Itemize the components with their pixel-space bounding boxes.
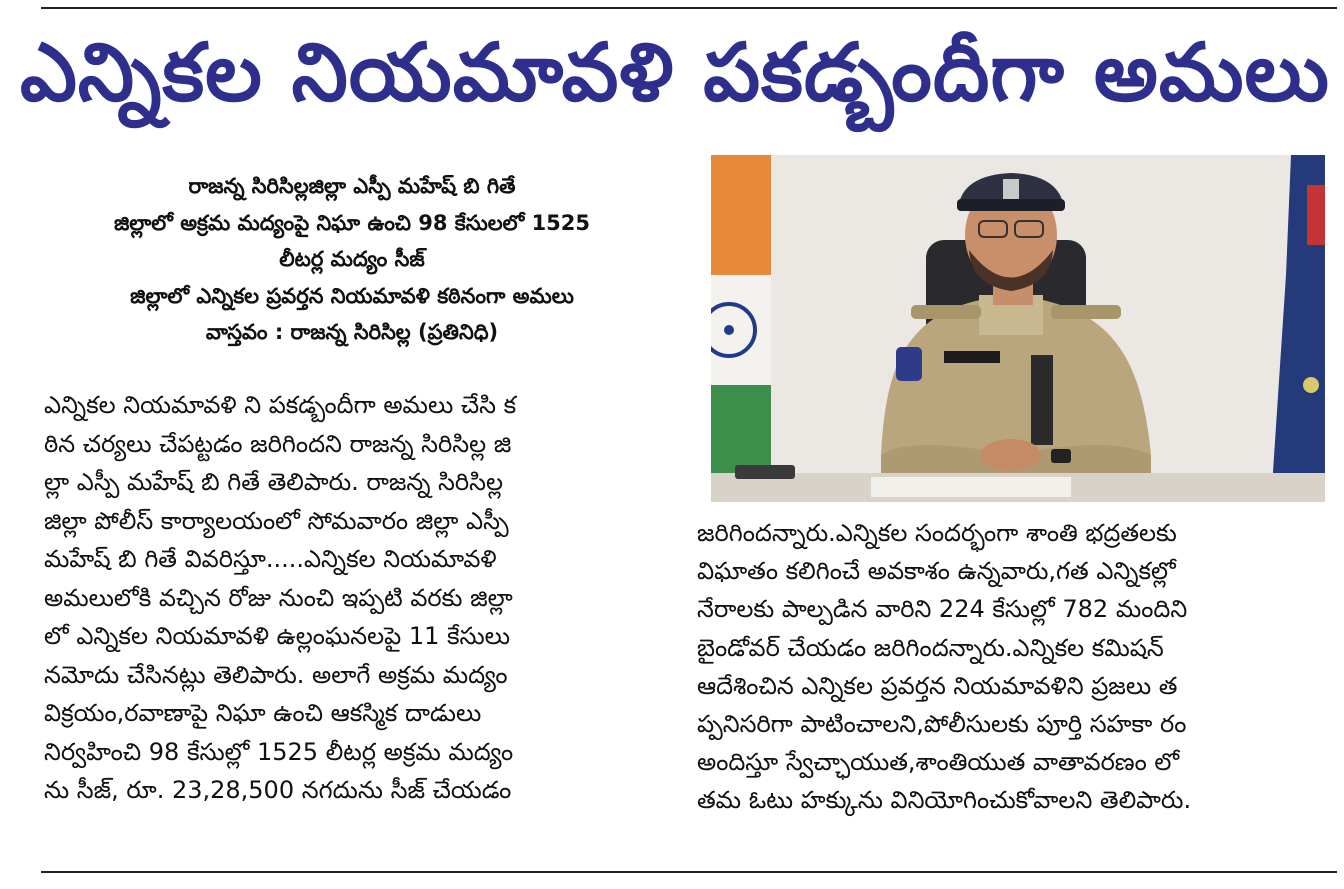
body-line: ప్పనిసరిగా పాటించాలని,పోలీసులకు పూర్తి సహకా రం	[697, 710, 1187, 739]
body-line: అందిస్తూ స్వేచ్ఛాయుత,శాంతియుత వాతావరణం లో	[697, 748, 1180, 777]
body-line: ఆదేశించిన ఎన్నికల ప్రవర్తన నియమావళిని ప్రజలు త	[697, 671, 1178, 700]
body-line: ఠిన చర్యలు చేపట్టడం జరిగిందని రాజన్న సిరిసిల్ల జి	[44, 429, 512, 458]
body-line: తమ ఓటు హక్కును వినియోగించుకోవాలని తెలిపారు.	[697, 786, 1192, 815]
subheadline: జిల్లాలో అక్రమ మద్యంపై నిఘా ఉంచి 98 కేసులలో 1525	[113, 210, 591, 235]
body-line: నిర్వహించి 98 కేసుల్లో 1525 లీటర్ల అక్రమ మద్యం	[44, 737, 514, 766]
body-line: ను సీజ్, రూ. 23,28,500 నగదును సీజ్ చేయడం	[44, 776, 512, 804]
flag-left	[711, 155, 771, 502]
subheadline: జిల్లాలో ఎన్నికల ప్రవర్తన నియమావళి కఠినంగా అమలు	[130, 283, 574, 308]
dateline: వాస్తవం : రాజన్న సిరిసిల్ల (ప్రతినిధి)	[205, 320, 499, 344]
body-line: విఘాతం కలిగించే అవకాశం ఉన్నవారు,గత ఎన్నికల్లో	[697, 557, 1176, 586]
subheadlines	[38, 168, 666, 351]
body-line: నమోదు చేసినట్లు తెలిపారు. అలాగే అక్రమ మద్యం	[44, 660, 508, 689]
body-column-left	[44, 386, 664, 810]
subheadline: లీటర్ల మద్యం సీజ్	[279, 247, 425, 271]
body-line: జిల్లా పోలీస్ కార్యాలయంలో సోమవారం జిల్లా ఎస్పీ	[44, 506, 509, 535]
body-line: నేరాలకు పాల్పడిన వారిని 224 కేసుల్లో 782 మందిని	[697, 595, 1188, 624]
body-line: జరిగిందన్నారు.ఎన్నికల సందర్భంగా శాంతి భద్రతలకు	[697, 519, 1177, 547]
subheadline: రాజన్న సిరిసిల్లజిల్లా ఎస్పీ మహేష్ బి గితే	[188, 174, 516, 198]
body-column-right	[697, 514, 1327, 820]
body-line: లో ఎన్నికల నియమావళి ఉల్లంఘనలపై 11 కేసులు	[44, 622, 511, 650]
top-rule	[41, 7, 1337, 9]
body-line: బైండోవర్ చేయడం జరిగిందన్నారు.ఎన్నికల కమిషన్	[697, 633, 1164, 662]
body-line: ల్లా ఎస్పీ మహేష్ బి గితే తెలిపారు. రాజన్న సిరిసిల్ల	[44, 468, 503, 496]
body-line: అమలులోకి వచ్చిన రోజు నుంచి ఇప్పటి వరకు జిల్లా	[44, 583, 513, 612]
officer-photo	[711, 155, 1325, 502]
police-officer-illustration	[711, 155, 1325, 502]
bottom-rule	[41, 871, 1337, 873]
body-line: మహేష్ బి గితే వివరిస్తూ.....ఎన్నికల నియమావళి	[44, 545, 497, 573]
body-line: ఎన్నికల నియమావళి ని పకడ్బందీగా అమలు చేసి క	[44, 391, 517, 419]
body-line: విక్రయం,రవాణాపై నిఘా ఉంచి ఆకస్మిక దాడులు	[44, 699, 482, 727]
headline: ఎన్నికల నియమావళి పకడ్బందీగా అమలు	[20, 26, 1330, 119]
